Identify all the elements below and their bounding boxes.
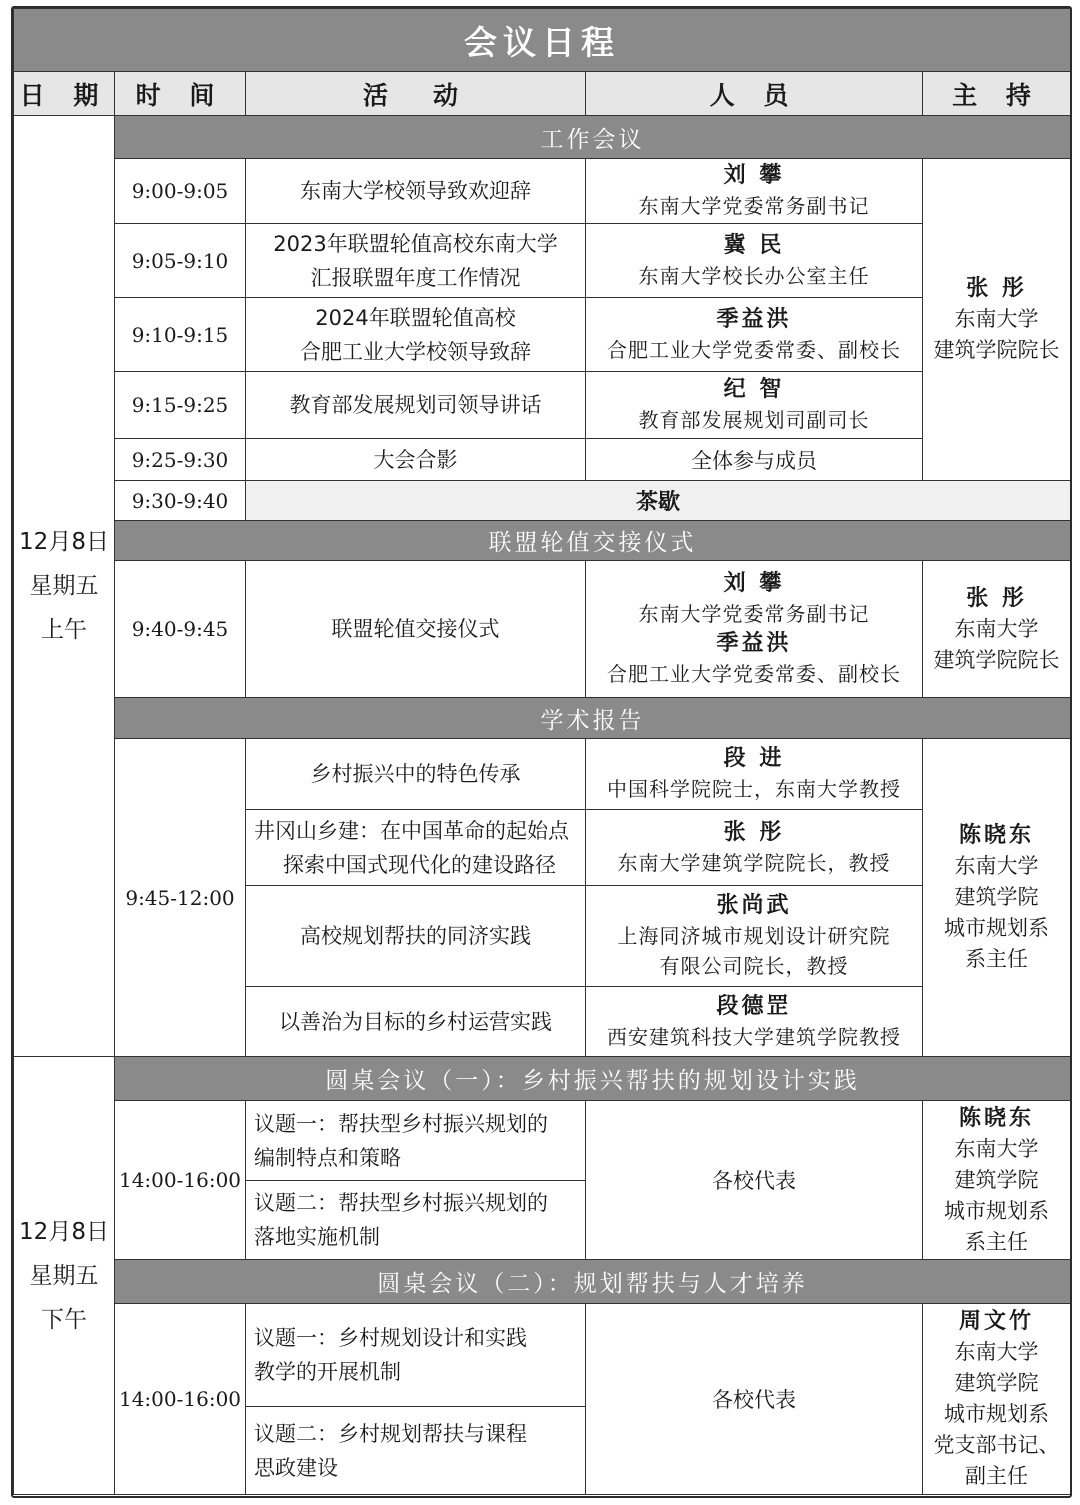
host-cell-roundtable-2 (923, 1304, 1071, 1495)
activity-text: 合肥工业大学校领导致辞 (300, 339, 531, 364)
topic-text: 议题二：帮扶型乡村振兴规划的 (254, 1191, 548, 1215)
date-cell-morning (14, 116, 115, 1057)
activity-text: 井冈山乡建：在中国革命的起始点 (254, 818, 569, 843)
topic-cell (246, 1304, 586, 1407)
topic-text: 教学的开展机制 (254, 1360, 401, 1384)
host-name: 陈晓东 (959, 1105, 1035, 1131)
time-cell: 9:30-9:40 (115, 481, 246, 521)
header-person: 人 员 (586, 72, 923, 116)
host-name: 陈晓东 (959, 823, 1035, 848)
person-cell: 全体参与成员 (586, 439, 923, 481)
period-line: 下午 (41, 1306, 87, 1333)
time-cell: 9:45-12:00 (115, 739, 246, 1057)
person-cell (586, 372, 923, 439)
time-cell: 9:25-9:30 (115, 439, 246, 481)
host-line: 东南大学 (954, 1340, 1039, 1364)
host-line: 城市规划系 (944, 1402, 1050, 1426)
host-cell-academic (923, 739, 1071, 1057)
time-cell: 9:40-9:45 (115, 561, 246, 698)
person-title: 教育部发展规划司副司长 (638, 408, 870, 432)
header-time: 时 间 (115, 72, 246, 116)
person-name: 张 彤 (723, 819, 785, 845)
topic-text: 思政建设 (254, 1455, 338, 1480)
section-roundtable-1: 圆桌会议（一）：乡村振兴帮扶的规划设计实践 (115, 1057, 1071, 1101)
host-cell-handover (923, 561, 1071, 698)
time-cell: 9:15-9:25 (115, 372, 246, 439)
section-handover: 联盟轮值交接仪式 (115, 521, 1071, 561)
time-cell: 14:00-16:00 (115, 1101, 246, 1260)
person-name: 段 进 (723, 746, 785, 771)
activity-cell (246, 298, 586, 372)
person-name: 纪 智 (723, 377, 785, 402)
page-title: 会议日程 (14, 9, 1071, 72)
person-title: 中国科学院院士，东南大学教授 (607, 777, 901, 801)
section-work-meeting: 工作会议 (115, 116, 1071, 159)
host-line: 副主任 (965, 1464, 1029, 1488)
activity-text: 汇报联盟年度工作情况 (310, 265, 521, 290)
activity-text: 乡村振兴中的特色传承 (310, 762, 521, 786)
person-cell (586, 298, 923, 372)
time-cell: 9:10-9:15 (115, 298, 246, 372)
date-cell-afternoon (14, 1057, 115, 1495)
person-cell (586, 159, 923, 224)
section-academic: 学术报告 (115, 698, 1071, 739)
host-name: 张 彤 (966, 585, 1027, 611)
person-title: 东南大学校长办公室主任 (638, 263, 870, 288)
host-line: 东南大学 (954, 307, 1039, 331)
period-line: 上午 (41, 617, 87, 643)
activity-cell (246, 886, 586, 987)
person-cell (586, 810, 923, 886)
activity-cell: 联盟轮值交接仪式 (246, 561, 586, 698)
activity-text: 东南大学校领导致欢迎辞 (300, 179, 531, 203)
time-cell: 9:00-9:05 (115, 159, 246, 224)
person-name: 刘 攀 (723, 571, 785, 596)
person-title: 合肥工业大学党委常委、副校长 (607, 662, 901, 686)
person-title: 东南大学党委常务副书记 (638, 602, 870, 626)
person-title: 有限公司院长，教授 (659, 954, 849, 978)
header-activity: 活 动 (246, 72, 586, 116)
topic-text: 议题一：帮扶型乡村振兴规划的 (254, 1111, 548, 1136)
schedule-table (13, 8, 1071, 1495)
topic-cell (246, 1407, 586, 1495)
host-name: 周文竹 (959, 1309, 1035, 1334)
person-cell (586, 886, 923, 987)
host-line: 系主任 (965, 1229, 1029, 1254)
topic-cell (246, 1181, 586, 1260)
topic-text: 落地实施机制 (254, 1225, 380, 1249)
topic-text: 编制特点和策略 (254, 1145, 401, 1170)
activity-cell (246, 159, 586, 224)
topic-cell (246, 1101, 586, 1181)
host-line: 系主任 (965, 947, 1029, 971)
activity-cell (246, 739, 586, 810)
person-cell (586, 739, 923, 810)
person-cell: 各校代表 (586, 1101, 923, 1260)
schedule-frame (11, 6, 1072, 1498)
activity-text: 教育部发展规划司领导讲话 (289, 393, 542, 417)
activity-cell (246, 372, 586, 439)
person-name: 季益洪 (716, 631, 792, 656)
host-cell-roundtable-1 (923, 1101, 1071, 1260)
host-cell-work (923, 159, 1071, 481)
host-line: 建筑学院 (954, 1371, 1039, 1395)
topic-text: 议题一：乡村规划设计和实践 (254, 1326, 527, 1350)
date-line: 12月8日 (19, 1218, 109, 1245)
host-line: 建筑学院 (954, 885, 1039, 909)
host-line: 建筑学院院长 (933, 338, 1060, 362)
weekday-line: 星期五 (29, 573, 99, 599)
person-title: 西安建筑科技大学建筑学院教授 (607, 1024, 901, 1049)
host-line: 建筑学院院长 (933, 647, 1060, 672)
host-line: 建筑学院 (954, 1167, 1039, 1192)
person-cell (586, 561, 923, 698)
activity-text: 高校规划帮扶的同济实践 (300, 924, 531, 948)
tea-break: 茶歇 (246, 481, 1071, 521)
time-cell: 9:05-9:10 (115, 224, 246, 298)
activity-cell (246, 224, 586, 298)
activity-text: 2023年联盟轮值高校东南大学 (273, 231, 558, 256)
date-line: 12月8日 (19, 529, 109, 555)
host-name: 张 彤 (966, 276, 1027, 301)
activity-text: 以善治为目标的乡村运营实践 (279, 1009, 552, 1034)
person-name: 季益洪 (716, 306, 792, 332)
person-title: 上海同济城市规划设计研究院 (617, 924, 891, 948)
person-title: 东南大学党委常务副书记 (638, 194, 870, 218)
person-cell: 各校代表 (586, 1304, 923, 1495)
person-name: 段德罡 (716, 993, 792, 1019)
host-line: 东南大学 (954, 1136, 1039, 1161)
topic-text: 议题二：乡村规划帮扶与课程 (254, 1421, 527, 1446)
person-cell (586, 987, 923, 1057)
host-line: 党支部书记、 (933, 1433, 1060, 1457)
host-line: 城市规划系 (944, 1198, 1050, 1223)
weekday-line: 星期五 (29, 1262, 99, 1289)
section-roundtable-2: 圆桌会议（二）：规划帮扶与人才培养 (115, 1260, 1071, 1304)
host-line: 东南大学 (954, 616, 1039, 641)
activity-cell (246, 987, 586, 1057)
person-title: 东南大学建筑学院院长，教授 (617, 850, 891, 875)
host-line: 东南大学 (954, 854, 1039, 878)
activity-text: 2024年联盟轮值高校 (315, 305, 516, 330)
person-name: 张尚武 (716, 893, 792, 918)
time-cell: 14:00-16:00 (115, 1304, 246, 1495)
activity-cell (246, 439, 586, 481)
person-name: 刘 攀 (723, 163, 785, 188)
header-host: 主 持 (923, 72, 1071, 116)
activity-text: 大会合影 (373, 447, 458, 472)
activity-text: 探索中国式现代化的建设路径 (283, 852, 556, 877)
host-line: 城市规划系 (944, 916, 1050, 940)
activity-cell (246, 810, 586, 886)
person-title: 合肥工业大学党委常委、副校长 (607, 337, 901, 362)
header-date: 日 期 (14, 72, 115, 116)
person-cell (586, 224, 923, 298)
person-name: 冀 民 (723, 232, 785, 258)
